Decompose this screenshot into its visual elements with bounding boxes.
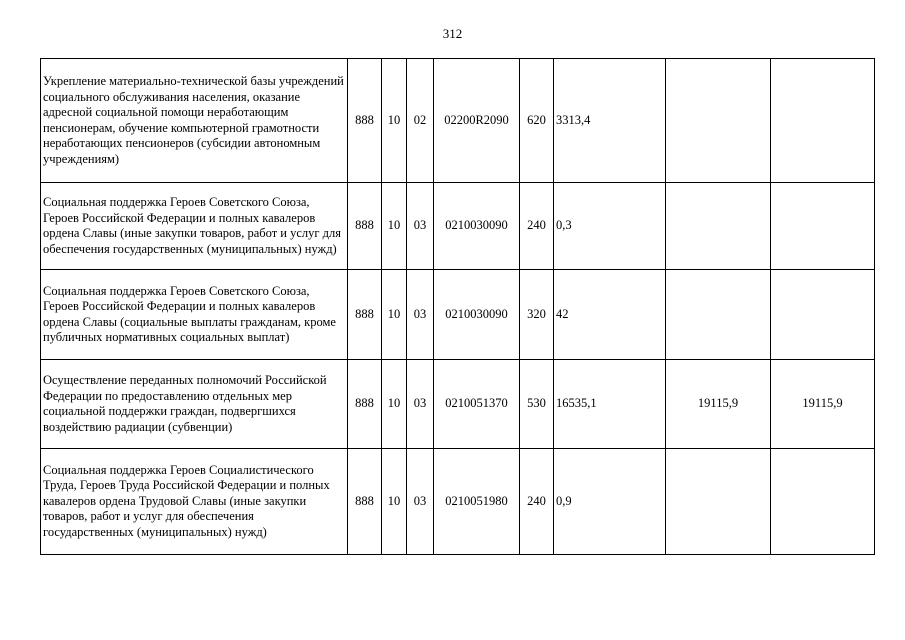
row-name: Укрепление материально-технической базы учреждений социального обслуживания населения, оказание адресной социальной помощи неработающим пенсионерам, обучение компьютерной грамотности неработающих пенсионеров (субсидии автономным учреждениям) [41,59,348,183]
table-row [41,360,875,449]
amount-year-3 [771,183,875,270]
table-row [41,59,875,183]
expense-type-code: 530 [520,360,554,449]
table-row [41,183,875,270]
target-article-code: 0210030090 [434,183,520,270]
subsection-code: 03 [407,360,434,449]
row-name: Социальная поддержка Героев Социалистического Труда, Героев Труда Российской Федерации и полных кавалеров ордена Трудовой Славы (иные закупки товаров, работ и услуг для обеспечения государственных (муниципальных) нужд) [41,449,348,555]
row-name: Социальная поддержка Героев Советского Союза, Героев Российской Федерации и полных кавалеров ордена Славы (иные закупки товаров, работ и услуг для обеспечения государственных (муниципальных) нужд) [41,183,348,270]
table-row [41,270,875,360]
section-code: 10 [382,449,407,555]
expense-type-code: 240 [520,449,554,555]
amount-year-3 [771,449,875,555]
section-code: 10 [382,270,407,360]
amount-year-1: 3313,4 [554,59,666,183]
expense-type-code: 240 [520,183,554,270]
ministry-code: 888 [348,59,382,183]
amount-year-2: 19115,9 [666,360,771,449]
subsection-code: 02 [407,59,434,183]
target-article-code: 0210051370 [434,360,520,449]
subsection-code: 03 [407,449,434,555]
section-code: 10 [382,183,407,270]
target-article-code: 02200R2090 [434,59,520,183]
subsection-code: 03 [407,270,434,360]
target-article-code: 0210051980 [434,449,520,555]
amount-year-2 [666,59,771,183]
row-name: Социальная поддержка Героев Советского Союза, Героев Российской Федерации и полных кавалеров ордена Славы (социальные выплаты гражданам, кроме публичных нормативных социальных выплат) [41,270,348,360]
amount-year-3: 19115,9 [771,360,875,449]
amount-year-3 [771,59,875,183]
expense-type-code: 620 [520,59,554,183]
ministry-code: 888 [348,360,382,449]
page-number: 312 [442,26,463,41]
ministry-code: 888 [348,270,382,360]
ministry-code: 888 [348,449,382,555]
amount-year-1: 0,9 [554,449,666,555]
row-name: Осуществление переданных полномочий Российской Федерации по предоставлению отдельных мер социальной поддержки граждан, подвергшихся воздействию радиации (субвенции) [41,360,348,449]
amount-year-2 [666,183,771,270]
ministry-code: 888 [348,183,382,270]
table-row [41,449,875,555]
expense-type-code: 320 [520,270,554,360]
subsection-code: 03 [407,183,434,270]
section-code: 10 [382,59,407,183]
section-code: 10 [382,360,407,449]
amount-year-3 [771,270,875,360]
target-article-code: 0210030090 [434,270,520,360]
budget-table [40,58,875,555]
amount-year-1: 0,3 [554,183,666,270]
amount-year-2 [666,449,771,555]
amount-year-1: 42 [554,270,666,360]
amount-year-1: 16535,1 [554,360,666,449]
amount-year-2 [666,270,771,360]
